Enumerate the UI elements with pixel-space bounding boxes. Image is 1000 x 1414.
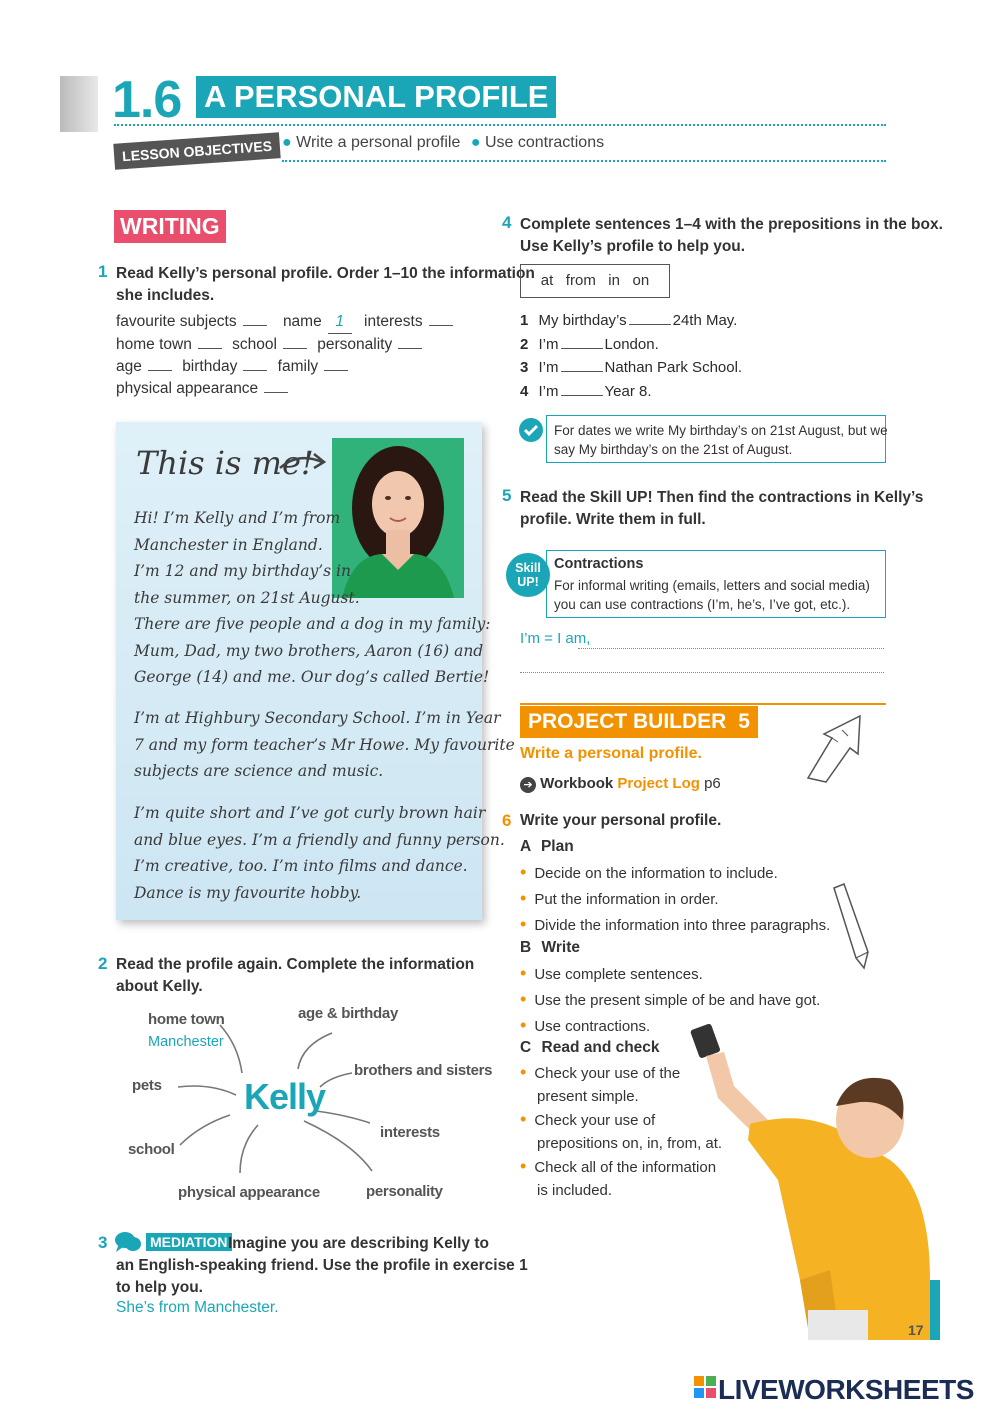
- profile-line: the summer, on 21st August.: [134, 588, 360, 607]
- instruction-line: profile. Write them in full.: [520, 511, 706, 528]
- skill-up-badge: [506, 553, 550, 597]
- mind-map-school: school: [128, 1141, 175, 1158]
- bullet-icon: •: [520, 963, 527, 983]
- section-a-list: [520, 860, 830, 938]
- mediation-label: MEDIATION: [146, 1233, 232, 1251]
- section-label: C: [520, 1039, 532, 1056]
- project-number: 5: [738, 710, 750, 733]
- sentence-text: 24th May.: [672, 312, 738, 329]
- bullet-icon: ●: [470, 134, 481, 151]
- profile-line: I’m creative, too. I’m into films and dance.: [134, 857, 468, 875]
- exercise-1-number: 1: [98, 262, 108, 281]
- header-divider-top: [114, 124, 886, 126]
- profile-line: Dance is my favourite hobby.: [134, 883, 362, 902]
- exercise-2-instruction: [116, 954, 474, 998]
- profile-line: I’m quite short and I’ve got curly brown hair: [134, 804, 486, 822]
- objectives-label: LESSON OBJECTIVES: [113, 132, 281, 170]
- exercise-4-instruction: [520, 214, 943, 258]
- item-age: age: [116, 358, 142, 375]
- sentence-2: [520, 336, 659, 353]
- objective-2: Use contractions: [484, 134, 605, 151]
- profile-line: I’m 12 and my birthday’s in: [134, 562, 351, 580]
- exercise-1-instruction: [116, 263, 535, 307]
- skill-line: For informal writing (emails, letters and social media): [554, 578, 870, 593]
- bullet-icon: •: [520, 1109, 527, 1129]
- mind-map-personality: personality: [366, 1183, 443, 1200]
- answer-blank[interactable]: [324, 370, 348, 371]
- exercise-6-instruction: Write your personal profile.: [520, 812, 722, 829]
- skill-label: UP!: [517, 575, 539, 589]
- mind-map-pets: pets: [132, 1077, 162, 1094]
- sentence-number: 1: [520, 312, 529, 329]
- list-item: • Use the present simple of be and have got.: [520, 989, 821, 1009]
- page-reference: p6: [704, 775, 721, 792]
- mind-map-center: Kelly: [244, 1076, 326, 1117]
- profile-line: Mum, Dad, my two brothers, Aaron (16) and: [134, 641, 484, 660]
- profile-line: Manchester in England.: [134, 535, 323, 554]
- list-item-continued: present simple.: [537, 1087, 639, 1105]
- liveworksheets-brand: LIVEWORKSHEETS: [718, 1374, 974, 1405]
- sentence-text: I’m: [538, 383, 559, 400]
- list-item: • Put the information in order.: [520, 888, 719, 908]
- item-family: family: [277, 358, 319, 375]
- profile-line: Hi! I’m Kelly and I’m from: [134, 509, 341, 527]
- answer-blank[interactable]: [629, 324, 671, 325]
- project-title: PROJECT BUILDER: [528, 710, 727, 733]
- answer-blank[interactable]: [198, 348, 222, 349]
- item-personality: personality: [317, 336, 393, 353]
- profile-paragraph-3: [134, 800, 505, 906]
- sentence-3: [520, 359, 742, 376]
- preposition-box: at from in on: [520, 264, 670, 298]
- header-divider-bottom: [282, 160, 886, 162]
- list-item: • Check all of the information: [520, 1156, 717, 1176]
- liveworksheets-logo-icon: [694, 1376, 716, 1400]
- bullet-icon: •: [520, 1015, 527, 1035]
- instruction-line: Read the profile again. Complete the information: [116, 956, 475, 973]
- sentence-text: I’m: [538, 336, 559, 353]
- instruction-line: an English-speaking friend. Use the profile in exercise 1: [116, 1257, 528, 1274]
- sentence-number: 2: [520, 336, 529, 353]
- skill-line: you can use contractions (I’m, he’s, I’ve got, etc.).: [554, 597, 851, 612]
- answer-blank[interactable]: [148, 370, 172, 371]
- bullet-icon: •: [520, 888, 527, 908]
- boy-selfie-illustration: [690, 1020, 940, 1340]
- instruction-line: about Kelly.: [116, 978, 203, 995]
- section-a-heading: [520, 838, 574, 856]
- lesson-title: A PERSONAL PROFILE: [196, 76, 556, 118]
- sentence-text: I’m: [538, 359, 559, 376]
- item-school: school: [232, 336, 277, 353]
- mind-map-home-town-answer: Manchester: [148, 1034, 224, 1050]
- tip-line: say My birthday’s on the 21st of August.: [554, 442, 793, 457]
- instruction-line: Imagine you are describing Kelly to: [228, 1235, 489, 1252]
- exercise-5-number: 5: [502, 486, 512, 505]
- list-item: • Use contractions.: [520, 1015, 651, 1035]
- answer-blank-filled[interactable]: 1: [328, 311, 352, 334]
- bullet-icon: •: [520, 989, 527, 1009]
- exercise-2-number: 2: [98, 954, 108, 973]
- list-item: • Decide on the information to include.: [520, 862, 778, 882]
- sentence-number: 4: [520, 383, 529, 400]
- answer-blank[interactable]: [243, 325, 267, 326]
- answer-blank[interactable]: [561, 371, 603, 372]
- section-c-heading: [520, 1039, 660, 1057]
- workbook-label: Workbook: [540, 775, 614, 792]
- profile-paragraph-1: [134, 505, 491, 691]
- pencil-illustration: [828, 880, 874, 970]
- section-title: Read and check: [541, 1039, 660, 1056]
- list-item-continued: prepositions on, in, from, at.: [537, 1134, 723, 1152]
- exercise-6-number: 6: [502, 811, 512, 830]
- project-log-label: Project Log: [617, 775, 700, 792]
- skill-up-text: [554, 576, 870, 614]
- mind-map-age-birthday: age & birthday: [298, 1005, 398, 1022]
- exercise-3-instruction: [116, 1233, 528, 1299]
- item-physical-appearance: physical appearance: [116, 380, 259, 397]
- list-item: • Check your use of: [520, 1109, 656, 1129]
- exercise-3-example: She’s from Manchester.: [116, 1299, 279, 1316]
- arrow-icon: [278, 448, 332, 474]
- instruction-line: Read the Skill UP! Then find the contractions in Kelly’s: [520, 489, 924, 506]
- profile-line: George (14) and me. Our dog’s called Bertie!: [134, 668, 490, 686]
- answer-line[interactable]: [520, 672, 884, 673]
- answer-blank[interactable]: [264, 392, 288, 393]
- item-favourite-subjects: favourite subjects: [116, 313, 237, 330]
- exercise-5-instruction: [520, 487, 923, 531]
- skill-up-title: Contractions: [554, 556, 644, 572]
- exercise-1-items: [116, 311, 459, 400]
- mind-map-brothers-sisters: brothers and sisters: [354, 1062, 493, 1079]
- check-icon: [518, 417, 544, 443]
- section-b-heading: [520, 939, 580, 957]
- bullet-icon: •: [520, 1156, 527, 1176]
- list-item: • Use complete sentences.: [520, 963, 703, 983]
- mind-map-interests: interests: [380, 1124, 440, 1141]
- pointing-arrow-illustration: [802, 708, 882, 784]
- page-number: 17: [908, 1322, 924, 1338]
- item-interests: interests: [364, 313, 423, 330]
- section-label: A: [520, 838, 531, 855]
- profile-line: There are five people and a dog in my family:: [134, 615, 491, 633]
- answer-blank[interactable]: [283, 348, 307, 349]
- tip-text: [554, 421, 888, 459]
- mind-map-home-town: home town: [148, 1011, 225, 1028]
- instruction-line: Use Kelly’s profile to help you.: [520, 238, 746, 255]
- list-item: • Divide the information into three paragraphs.: [520, 914, 831, 934]
- project-builder-title: [520, 706, 758, 738]
- project-subtitle: Write a personal profile.: [520, 745, 702, 762]
- item-name: name: [282, 313, 322, 330]
- bullet-icon: •: [520, 1062, 527, 1082]
- answer-blank[interactable]: [561, 348, 603, 349]
- sentence-text: London.: [604, 336, 659, 353]
- bullet-icon: ●: [282, 134, 292, 151]
- lesson-number: 1.6: [112, 71, 182, 129]
- header-grey-tab: [60, 76, 98, 132]
- project-builder-rule: [520, 703, 886, 705]
- answer-blank[interactable]: [561, 395, 603, 396]
- item-birthday: birthday: [182, 358, 238, 375]
- answer-line[interactable]: [578, 648, 884, 649]
- workbook-reference: [520, 775, 721, 793]
- instruction-line: Complete sentences 1–4 with the prepositions in the box.: [520, 216, 943, 233]
- list-item-continued: is included.: [537, 1181, 613, 1199]
- sentence-number: 3: [520, 359, 529, 376]
- profile-line: subjects are science and music.: [134, 762, 384, 780]
- writing-label: WRITING: [114, 210, 226, 243]
- answer-blank[interactable]: [398, 348, 422, 349]
- exercise-4-number: 4: [502, 213, 512, 232]
- sentence-text: My birthday’s: [538, 312, 627, 329]
- profile-line: and blue eyes. I’m a friendly and funny person.: [134, 830, 505, 849]
- instruction-line: to help you.: [116, 1279, 203, 1296]
- objectives: [282, 134, 604, 152]
- section-title: Write: [541, 939, 580, 956]
- section-label: B: [520, 939, 532, 956]
- instruction-line: she includes.: [116, 287, 215, 304]
- exercise-5-example: I’m = I am,: [520, 630, 591, 647]
- bullet-icon: •: [520, 914, 527, 934]
- exercise-3-number: 3: [98, 1233, 108, 1252]
- section-title: Plan: [540, 838, 574, 855]
- objective-1: Write a personal profile: [296, 134, 461, 151]
- tip-line: For dates we write My birthday’s on 21st August, but we: [554, 423, 888, 438]
- skill-label: Skill: [515, 561, 541, 575]
- item-home-town: home town: [116, 336, 192, 353]
- sentence-1: [520, 312, 737, 329]
- profile-title: This is me!: [136, 444, 314, 482]
- profile-line: 7 and my form teacher’s Mr Howe. My favourite: [134, 735, 515, 754]
- liveworksheets-logo: [694, 1376, 716, 1405]
- profile-line: I’m at Highbury Secondary School. I’m in Year: [134, 709, 501, 727]
- sentence-text: Year 8.: [604, 383, 652, 400]
- profile-paragraph-2: [134, 705, 515, 785]
- sentence-text: Nathan Park School.: [604, 359, 743, 376]
- list-item: • Check your use of the: [520, 1062, 681, 1082]
- answer-blank[interactable]: [429, 325, 453, 326]
- bullet-icon: •: [520, 862, 527, 882]
- sentence-4: [520, 383, 652, 400]
- mind-map-physical-appearance: physical appearance: [178, 1184, 320, 1201]
- instruction-line: Read Kelly’s personal profile. Order 1–10 the information: [116, 265, 535, 282]
- answer-blank[interactable]: [243, 370, 267, 371]
- arrow-circle-icon: ➔: [520, 777, 536, 793]
